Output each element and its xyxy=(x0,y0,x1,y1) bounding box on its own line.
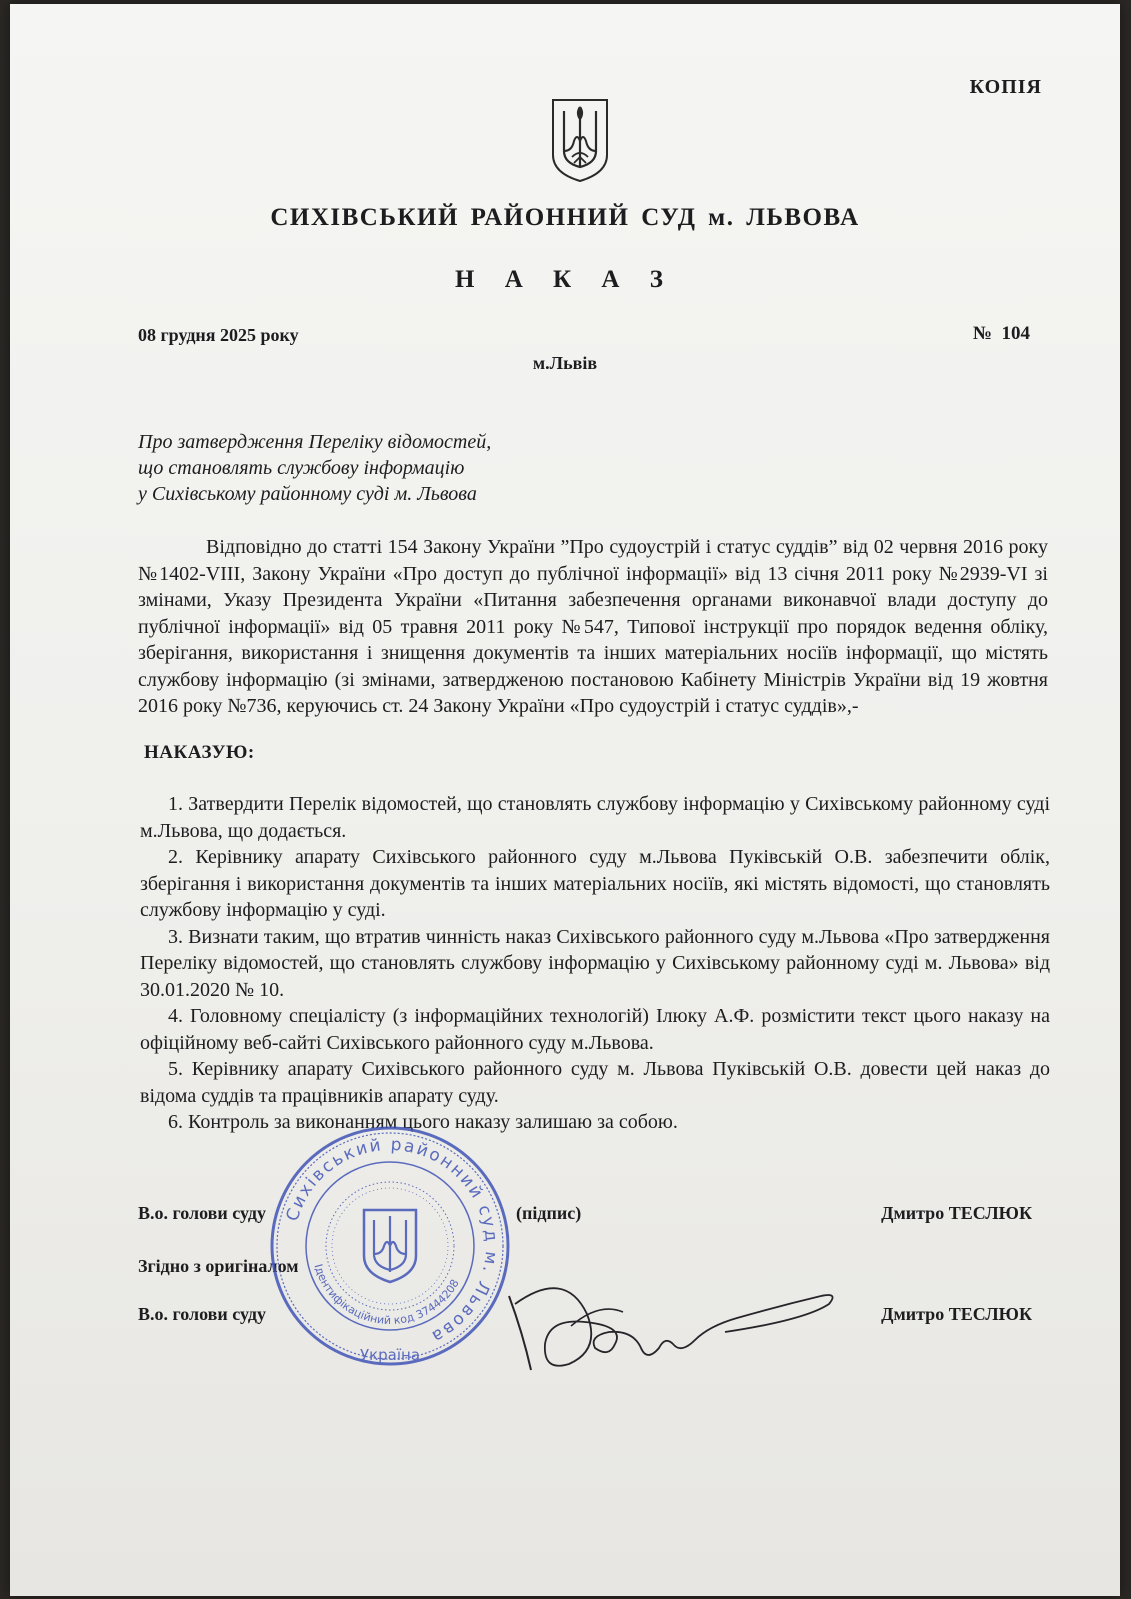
order-item: 6. Контроль за виконанням цього наказу залишаю за собою. xyxy=(168,1111,678,1133)
order-item: 4. Головному спеціалісту (з інформаційних технологій) Ілюку А.Ф. розмістити текст цього наказу на офіційному веб-сайті Сихівського районного суду м.Львова. xyxy=(140,1005,1050,1054)
signature-placeholder: (підпис) xyxy=(516,1203,582,1223)
certified-copy-label: Згідно з оригіналом xyxy=(138,1256,299,1276)
handwritten-signature xyxy=(505,1274,845,1384)
document-type: Н А К А З xyxy=(455,266,675,293)
order-item: 1. Затвердити Перелік відомостей, що становлять службову інформацію у Сихівському районному суді м.Львова, що додається. xyxy=(140,793,1050,842)
document-number: № 104 xyxy=(972,323,1030,344)
signer-position: В.о. голови суду xyxy=(138,1304,266,1324)
svg-text:Сихівський районний суд м. Льв: Сихівський районний суд м. Львова xyxy=(282,1134,502,1348)
preamble-paragraph: Відповідно до статті 154 Закону України ”Про судоустрій і статус суддів” від 02 червня 2016 року №1402-VIII, Закону України «Про доступ до публічної інформації» від 13 січня 2011 року №2939-VI зі змінами, Указу Президента України «Питання забезпечення органами виконавчої влади доступу до публічної інформації» від 05 травня 2011 року №547, Типової інструкції про порядок ведення обліку, зберігання, використання і знищення документів та інших матеріальних носіїв інформації, що містять службову інформацію (зі змінами, затвердженою постановою Кабінету Міністрів України від 19 жовтня 2016 року №736, керуючись ст. 24 Закону України «Про судоустрій і статус суддів»,- xyxy=(138,536,1048,717)
trident-coat-of-arms-icon xyxy=(550,97,610,183)
document-page xyxy=(10,4,1120,1596)
subject-line: що становлять службову інформацію xyxy=(138,457,465,479)
signer-name: Дмитро ТЕСЛЮК xyxy=(881,1304,1032,1324)
court-name: СИХІВСЬКИЙ РАЙОННИЙ СУД м. ЛЬВОВА xyxy=(270,204,860,231)
signer-name: Дмитро ТЕСЛЮК xyxy=(881,1203,1032,1223)
document-place: м.Львів xyxy=(532,353,598,373)
order-item: 3. Визнати таким, що втратив чинність наказ Сихівського районного суду м.Львова «Про затвердження Переліку відомостей, що становлять службову інформацію у Сихівському районному суді м. Львова» від 30.01.2020 № 10. xyxy=(140,925,1050,1001)
svg-text:Україна: Україна xyxy=(359,1346,421,1364)
subject-line: Про затвердження Переліку відомостей, xyxy=(138,431,492,453)
document-subject xyxy=(138,429,491,507)
copy-mark: КОПІЯ xyxy=(969,76,1042,98)
court-seal-stamp xyxy=(268,1124,512,1368)
svg-text:Ідентифікаційний код 37444208: Ідентифікаційний код 37444208 xyxy=(311,1262,462,1328)
order-item: 2. Керівнику апарату Сихівського районного суду м.Львова Пуківській О.В. забезпечити облік, зберігання і використання документів та інших матеріальних носіїв, які містять відомості, що становлять службову інформацію у суді. xyxy=(140,846,1050,921)
order-heading: НАКАЗУЮ: xyxy=(144,742,255,763)
order-items xyxy=(140,791,1050,1136)
subject-line: у Сихівському районному суді м. Львова xyxy=(138,483,477,505)
signer-position: В.о. голови суду xyxy=(138,1203,266,1223)
order-item: 5. Керівнику апарату Сихівського районного суду м. Львова Пуківській О.В. довести цей наказ до відома суддів та працівників апарату суду. xyxy=(140,1058,1050,1107)
document-date: 08 грудня 2025 року xyxy=(138,325,299,345)
